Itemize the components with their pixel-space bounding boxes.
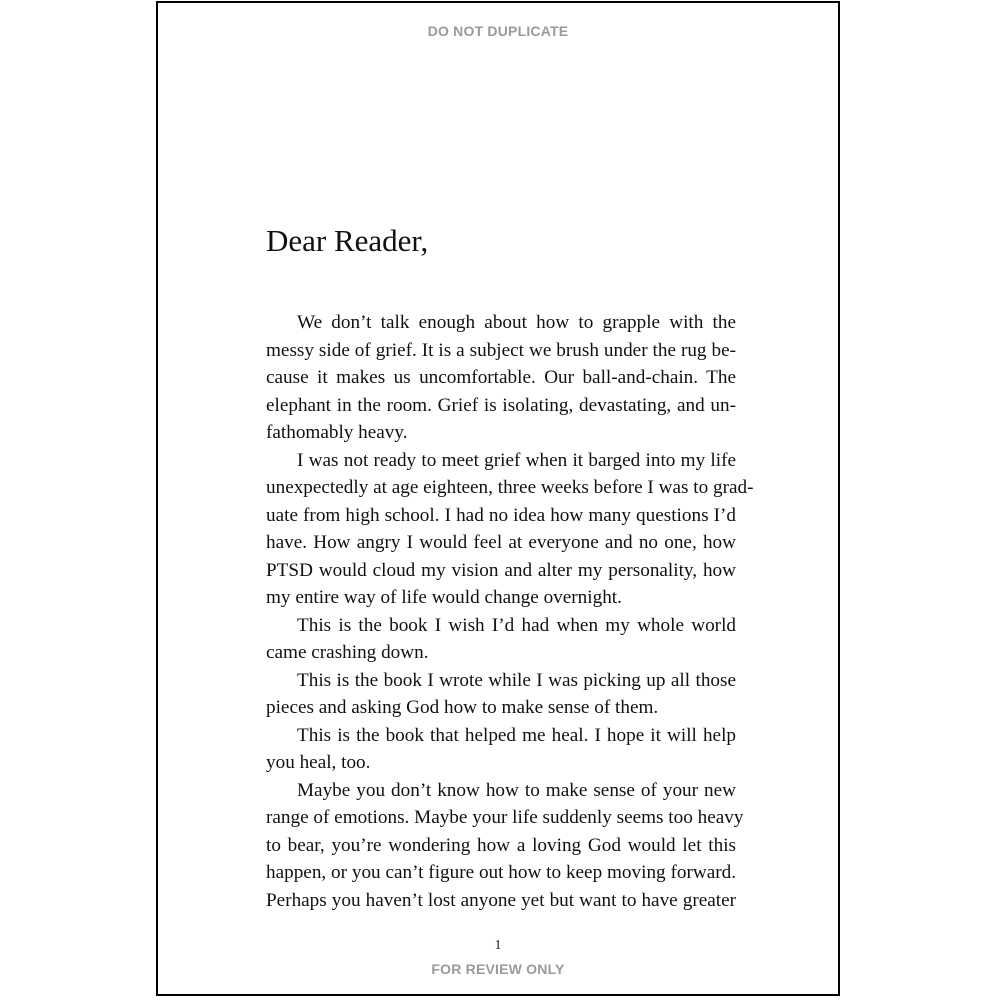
paragraph-line: fathomably heavy. [266, 422, 408, 443]
paragraph-line: cause it makes us uncomfortable. Our ball-and-chain. The [266, 367, 736, 388]
letter-salutation: Dear Reader, [266, 223, 429, 258]
paragraph-line: We don’t talk enough about how to grapple with the [297, 312, 736, 333]
paragraph-line: Maybe you don’t know how to make sense of your new [297, 779, 736, 801]
paragraph [266, 612, 736, 667]
paragraph-line: you heal, too. [266, 752, 371, 773]
watermark-top: DO NOT DUPLICATE [427, 23, 569, 39]
paragraph [266, 309, 736, 447]
letter-body [266, 309, 754, 914]
book-page [156, 1, 840, 996]
page-number: 1 [494, 938, 502, 953]
paragraph-line: to bear, you’re wondering how a loving God would let this [266, 834, 736, 856]
watermark-bottom: FOR REVIEW ONLY [431, 961, 565, 977]
paragraph-line: have. How angry I would feel at everyone and no one, how [266, 532, 736, 553]
paragraph-line: my entire way of life would change overnight. [266, 587, 622, 608]
paragraph-line: I was not ready to meet grief when it barged into my life [297, 449, 736, 471]
paragraph [266, 447, 754, 612]
paragraph-line: elephant in the room. Grief is isolating, devastating, and un- [266, 394, 736, 416]
paragraph-line: PTSD would cloud my vision and alter my personality, how [266, 559, 736, 581]
paragraph-line: uate from high school. I had no idea how many questions I’d [266, 504, 736, 526]
paragraph-line: unexpectedly at age eighteen, three weeks before I was to grad- [266, 477, 754, 498]
paragraph-line: This is the book that helped me heal. I hope it will help [297, 724, 736, 746]
paragraph-line: came crashing down. [266, 642, 429, 663]
paragraph-line: pieces and asking God how to make sense of them. [266, 697, 659, 718]
paragraph [266, 777, 744, 915]
paragraph-line: This is the book I wrote while I was picking up all those [297, 669, 736, 691]
paragraph-line: range of emotions. Maybe your life suddenly seems too heavy [266, 807, 744, 828]
paragraph-line: This is the book I wish I’d had when my whole world [297, 614, 736, 636]
paragraph-line: messy side of grief. It is a subject we brush under the rug be- [266, 339, 736, 361]
paragraph-line: Perhaps you haven’t lost anyone yet but want to have greater [266, 889, 736, 911]
paragraph [266, 667, 736, 722]
paragraph-line: happen, or you can’t figure out how to keep moving forward. [266, 862, 736, 883]
paragraph [266, 722, 736, 777]
